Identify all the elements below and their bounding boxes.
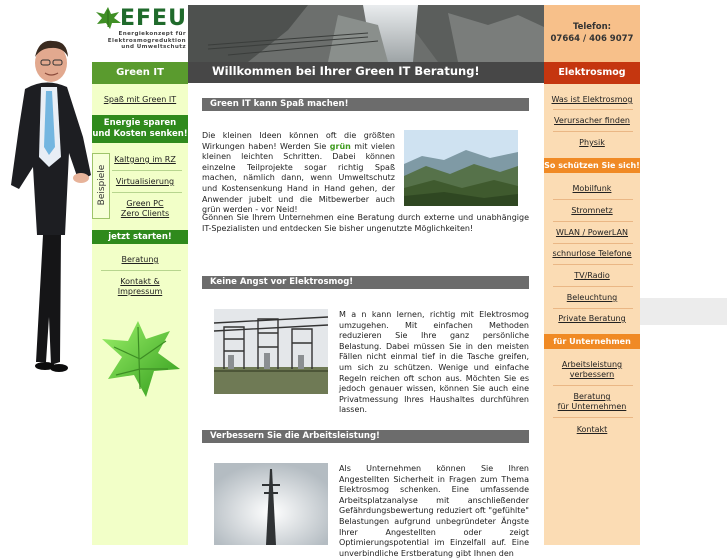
left-nav-start-title: jetzt starten! bbox=[92, 230, 188, 244]
nav-physik[interactable]: Physik bbox=[579, 138, 605, 147]
transmission-tower-photo bbox=[214, 463, 328, 545]
divider bbox=[553, 109, 633, 110]
nav-beratung-unternehmen[interactable]: Beratung für Unternehmen bbox=[557, 392, 627, 411]
right-navigation bbox=[544, 5, 640, 545]
section-title-elektrosmog: Keine Angst vor Elektrosmog! bbox=[202, 276, 529, 289]
efeu-logo[interactable] bbox=[92, 5, 188, 62]
nav-spass-mit-green-it[interactable]: Spaß mit Green IT bbox=[103, 95, 177, 104]
nav-was-ist-elektrosmog[interactable]: Was ist Elektrosmog bbox=[551, 95, 633, 104]
nav-private-beratung[interactable]: Private Beratung bbox=[558, 314, 626, 323]
section-text-elektrosmog: M a n kann lernen, richtig mit Elektrosmog umzugehen. Mit einfachen Methoden reduzieren Sie Ihre ganz persönliche Belastung. Dabei müssen Sie in den meisten Fällen nicht einmal tief in die Tasche greifen, um sich zu schützen. Wenige und einfache Regeln reichen oft schon aus. Möchten Sie es jedoch genauer wissen, können Sie auch eine Privatmessung Ihres Haushaltes durchführen lassen. bbox=[339, 310, 529, 415]
divider bbox=[553, 385, 633, 386]
nav-verursacher[interactable]: Verursacher finden bbox=[554, 116, 630, 125]
power-substation-photo bbox=[214, 309, 328, 394]
nav-beratung[interactable]: Beratung bbox=[121, 255, 159, 264]
section-text-arbeitsleistung: Als Unternehmen können Sie Ihren Angestellten Sicherheit in Fragen zum Thema Elektrosmog schenken. Eine umfassende Arbeitsplatzanalyse mit anschließender Gefährdungsbewertung reduziert oft "gefühlte" Belastungen aufgrund unbegründeter Ängste Ihrer Angestellten oder zeigt Optimierungspotential im Einzelfall auf. Eine unverbindliche Erstberatung gibt Ihnen den bbox=[339, 464, 529, 558]
main-content bbox=[188, 83, 544, 558]
nav-kontakt-impressum[interactable]: Kontakt & Impressum bbox=[117, 277, 163, 296]
phone-box bbox=[544, 5, 640, 62]
ivy-leaf-icon bbox=[100, 319, 182, 399]
divider bbox=[553, 131, 633, 132]
section-text-green-it-2: Gönnen Sie Ihrem Unternehmen eine Beratung durch externe und unabhängige IT-Spezialisten und entdecken Sie bisher ungenutzte Möglichkeiten! bbox=[202, 213, 529, 233]
right-nav-business-title: für Unternehmen bbox=[544, 334, 640, 349]
logo-tagline: Energiekonzept für Elektrosmogreduktion und Umweltschutz bbox=[107, 31, 186, 51]
mountain-landscape-photo bbox=[404, 130, 518, 206]
nav-green-pc[interactable]: Green PC Zero Clients bbox=[120, 199, 170, 218]
nav-arbeitsleistung[interactable]: Arbeitsleistung verbessern bbox=[561, 360, 623, 379]
nav-schnurlose-telefone[interactable]: schnurlose Telefone bbox=[552, 249, 632, 258]
divider bbox=[112, 170, 182, 171]
divider bbox=[553, 243, 633, 244]
divider bbox=[112, 192, 182, 193]
divider bbox=[553, 221, 633, 222]
nav-wlan-powerlan[interactable]: WLAN / PowerLAN bbox=[555, 228, 629, 237]
divider bbox=[553, 264, 633, 265]
section-title-arbeitsleistung: Verbessern Sie die Arbeitsleistung! bbox=[202, 430, 529, 443]
right-nav-title: Elektrosmog bbox=[544, 62, 640, 84]
logo-wordmark: EFEU bbox=[120, 6, 187, 31]
divider bbox=[553, 286, 633, 287]
nav-tv-radio[interactable]: TV/Radio bbox=[574, 271, 610, 280]
nav-beleuchtung[interactable]: Beleuchtung bbox=[566, 293, 618, 302]
left-nav-highlight: Energie sparen und Kosten senken! bbox=[92, 115, 188, 143]
nav-kontakt[interactable]: Kontakt bbox=[576, 425, 608, 434]
consultant-photo bbox=[5, 17, 93, 377]
divider bbox=[553, 417, 633, 418]
divider bbox=[101, 270, 181, 271]
left-navigation bbox=[92, 5, 188, 545]
phone-label: Telefon: bbox=[572, 22, 612, 32]
nav-mobilfunk[interactable]: Mobilfunk bbox=[572, 184, 612, 193]
ivy-leaf-icon bbox=[94, 6, 122, 30]
nav-stromnetz[interactable]: Stromnetz bbox=[571, 206, 613, 215]
examples-label: Beispiele bbox=[92, 153, 110, 219]
phone-number[interactable]: 07664 / 406 9077 bbox=[550, 34, 634, 44]
nav-kaltgang[interactable]: Kaltgang im RZ bbox=[114, 155, 176, 164]
section-title-green-it: Green IT kann Spaß machen! bbox=[202, 98, 529, 111]
nav-virtualisierung[interactable]: Virtualisierung bbox=[115, 177, 175, 186]
divider bbox=[553, 199, 633, 200]
edge-strip bbox=[640, 298, 727, 325]
right-nav-protect-title: So schützen Sie sich! bbox=[544, 158, 640, 173]
header-banner-image bbox=[188, 5, 544, 62]
welcome-heading: Willkommen bei Ihrer Green IT Beratung! bbox=[188, 62, 544, 83]
divider bbox=[553, 308, 633, 309]
left-nav-title: Green IT bbox=[92, 62, 188, 84]
section-text-green-it: Die kleinen Ideen können oft die größten Wirkungen haben! Werden Sie grün mit vielen kleinen leichten Schritten. Dabei können einzelne Teilprojekte sogar richtig Spaß machen, nämlich dann, wenn Umweltschutz und Kostensenkung Hand in Hand gehen, der Anwender jubelt und die Mitbewerber auch grün werden - vor Neid! bbox=[202, 131, 396, 215]
